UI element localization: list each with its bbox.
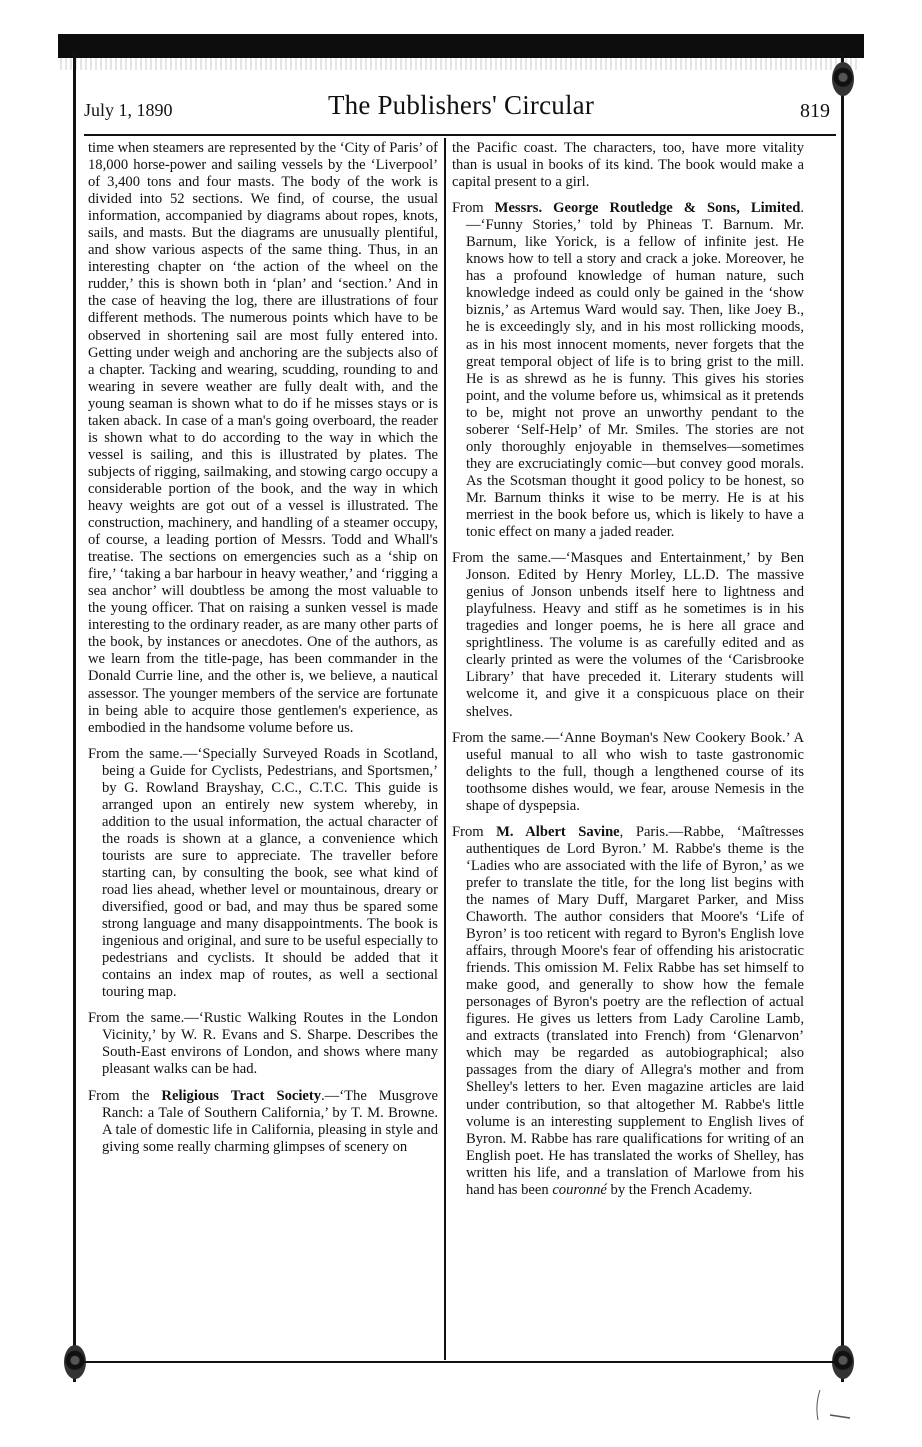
running-header	[84, 90, 838, 130]
footer-rule	[84, 1361, 836, 1363]
page-number: 819	[800, 100, 830, 122]
review-rustic-walking-routes: From the same.—‘Rustic Walking Routes in the London Vicinity,’ by W. R. Evans and S. Sharpe. Describes the South-East environs of London, and shows where many pleasant walks can be had.	[88, 1010, 438, 1078]
column-divider	[444, 138, 446, 1360]
review-lead: From	[452, 823, 497, 840]
left-column	[88, 140, 438, 1156]
header-rule	[84, 134, 836, 136]
review-lead: From the	[88, 1087, 162, 1104]
review-lead: From	[452, 200, 495, 217]
right-column	[452, 140, 804, 1199]
right-margin-rule	[841, 52, 844, 1382]
issue-date: July 1, 1890	[84, 100, 173, 120]
review-masques: From the same.—‘Masques and Entertainment,’ by Ben Jonson. Edited by Henry Morley, LL.D. The massive genius of Jonson unbends itself here to lightness and playfulness. Heavy and stiff as he sometimes is in his tragedies and longer poems, he is here all grace and sprightliness. The volume is as carefully edited and as clearly printed as were the volumes of the ‘Carisbrooke Library’ that have preceded it. Literary students will welcome it, and give it a conspicuous place on their shelves.	[452, 550, 804, 720]
review-surveyed-roads: From the same.—‘Specially Surveyed Roads in Scotland, being a Guide for Cyclists, Pedestrians, and Sportsmen,’ by G. Rowland Brayshay, C.C., C.T.C. This guide is arranged upon an entirely new system whereby, in addition to the usual information, the actual character of the roads is shown at a glance, a convenience which tourists are sure to appreciate. The traveller before starting can, by consulting the book, see what kind of road lies ahead, whether level or mountainous, dreary or diversified, good or bad, and may thus be spared some strong language and many disappointments. The book is ingenious and original, and sure to be useful especially to pedestrians and cyclists. It should be added that it contains an index map of routes, as well a sectional touring map.	[88, 745, 438, 1001]
review-body: .—‘The Musgrove Ranch: a Tale of Southern California,’ by T. M. Browne. A tale of domestic life in California, pleasing in style and giving some really charming glimpses of scenery on	[102, 1087, 438, 1155]
left-margin-rule	[73, 52, 76, 1382]
bottom-left-ornament-icon	[64, 1345, 86, 1379]
review-body: , Paris.—Rabbe, ‘Maîtresses authentiques de Lord Byron.’ M. Rabbe's theme is the ‘Ladies who are associated with the life of Byron,’ as we prefer to translate the title, for the long list begins with the names of Mary Duff, Margaret Parker, and Miss Chaworth. The author considers that Moore's ‘Life of Byron’ is too reticent with regard to Byron's English love affairs, through Moore's fear of offending his aristocratic friends. This omission M. Felix Rabbe has set himself to make good, and generally to show how the female personages of Byron's poetry are the reflection of actual figures. He gives us letters from Lady Caroline Lamb, and extracts (translated into French) from ‘Glenarvon’ which may be regarded as autobiographical; also passages from the diary of Allegra's mother and from Shelley's letters to her. Even magazine articles are laid under contribution, so that altogether M. Rabbe's little volume is an interesting supplement to English lives of Byron. M. Rabbe has rare qualifications for writing of an English poet. He has translated the works of Shelley, has written his life, and a translation of Marlowe from his hand has been	[466, 823, 804, 1198]
publisher-name: Religious Tract Society	[161, 1087, 322, 1104]
review-continued-musgrove: the Pacific coast. The characters, too, have more vitality than is usual in books of its kind. The book would make a capital present to a girl.	[452, 140, 804, 191]
review-body: .—‘Funny Stories,’ told by Phineas T. Barnum. Mr. Barnum, like Yorick, is a fellow of infinite jest. He knows how to tell a story and crack a joke. Moreover, he has a profound knowledge of human nature, such knowledge indeed as could only be gained in the ‘show biznis,’ as Artemus Ward would say. Then, like Joey B., he is exceedingly sly, and in his most rollicking moods, as in his most innocent moments, never forgets that the great temporal object of life is to bring grist to the mill. He is as shrewd as he is funny. This gives his stories point, and the volume before us, whimsical as it pretends to be, might not prove an unworthy pendant to the soberer ‘Self-Help’ of Mr. Smiles. The stories are not only thoroughly enjoyable in themselves—sometimes they are excruciatingly comic—but convey good morals. As the Scotsman thought it good policy to be honest, so Mr. Barnum thinks it wise to be merry. He is at his merriest in the book before us, which is likely to have a tonic effect on many a jaded reader.	[466, 200, 804, 541]
top-border-bar	[58, 34, 864, 58]
publisher-name: M. Albert Savine	[496, 823, 620, 840]
review-continued-seamanship: time when steamers are represented by the ‘City of Paris’ of 18,000 horse-power and sailing vessels by the ‘Liverpool’ of 3,400 tons and four masts. The body of the work is divided into 52 sections. We find, of course, the usual information, accompanied by diagrams about ropes, knots, sails, and masts. But the diagrams are unusually plentiful, and show various aspects of the same thing. Thus, in an interesting chapter on ‘the action of the wheel on the rudder,’ this is shown both in ‘plan’ and ‘section.’ And in the case of heaving the log, there are illustrations of four different methods. The numerous points which have to be observed in shortening sail are most fully entered into. Getting under weigh and anchoring are the subjects also of a chapter. Tacking and wearing, scudding, rounding to and wearing in severe weather are fully dealt with, and the young seaman is shown what to do if he misses stays or is taken aback. In case of a man's going overboard, the reader is shown what to do according to the way in which the vessel is sailing, and this is illustrated by plates. The subjects of rigging, sailmaking, and stowing cargo occupy a considerable portion of the book, and the way in which heavy weights are got out of a vessel is illustrated. The construction, machinery, and handling of a steamer occupy, of course, a leading portion of Messrs. Todd and Whall's treatise. The sections on emergencies such as a ‘ship on fire,’ ‘taking a bar harbour in heavy weather,’ and ‘rigging a sea anchor’ will doubtless be among the most valuable to the young officer. That on raising a sunken vessel is made interesting to the ordinary reader, as are many other parts of the book, by instances or anecdotes. One of the authors, as we learn from the title-page, has been commander in the Donald Currie line, and the other is, we believe, a nautical assessor. The younger members of the service are fortunate in being able to acquire those gentlemen's experience, as embodied in the handsome volume before us.	[88, 140, 438, 736]
corner-pen-marks	[800, 1360, 860, 1430]
top-border-texture	[60, 58, 860, 70]
review-cookery-book: From the same.—‘Anne Boyman's New Cookery Book.’ A useful manual to all who wish to taste gastronomic delights to the full, though a lengthened course of its toothsome dishes would, we fear, arouse Nemesis in the shape of dyspepsia.	[452, 729, 804, 814]
publisher-name: Messrs. George Routledge & Sons, Limited	[494, 200, 801, 217]
review-italic-term: couronné	[552, 1181, 607, 1198]
publication-title: The Publishers' Circular	[327, 90, 595, 120]
review-musgrove-ranch	[88, 1088, 438, 1156]
review-funny-stories	[452, 200, 804, 541]
review-body-end: by the French Academy.	[606, 1181, 753, 1198]
review-byron-mistresses	[452, 824, 804, 1199]
